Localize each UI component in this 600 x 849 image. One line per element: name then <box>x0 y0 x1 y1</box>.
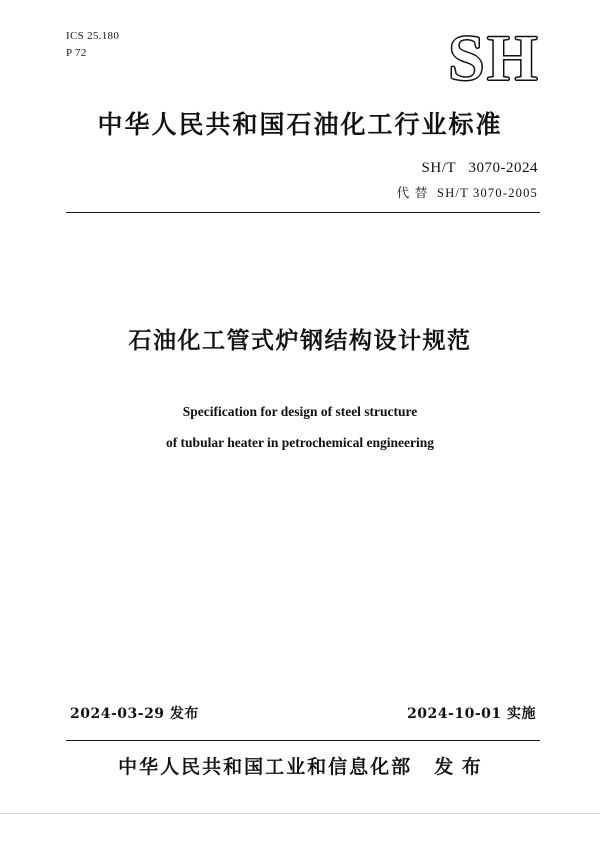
ics-number: ICS 25.180 <box>66 30 120 42</box>
document-title-chinese: 石油化工管式炉钢结构设计规范 <box>128 327 472 354</box>
publisher-name: 中华人民共和国工业和信息化部 <box>118 756 413 778</box>
ics-classification-block <box>66 28 119 62</box>
document-title-english <box>0 396 600 458</box>
effective-date: 2024-10-01 实施 <box>407 706 536 722</box>
english-title-line-1: Specification for design of steel structure <box>182 404 418 419</box>
divider-top <box>66 212 540 213</box>
series-title: 中华人民共和国石油化工行业标准 <box>97 110 503 139</box>
replaced-standard: 代 替 SH/T 3070-2005 <box>396 186 538 200</box>
page-bottom-edge <box>0 807 600 849</box>
standard-code: SH/T 3070-2024 <box>421 160 538 176</box>
classification-code: P 72 <box>66 47 87 59</box>
publish-label: 发 布 <box>434 756 482 778</box>
publisher-block <box>0 752 600 779</box>
divider-bottom <box>66 740 540 741</box>
issue-date: 2024-03-29 发布 <box>70 706 199 722</box>
standard-code-block <box>397 160 538 201</box>
sh-logo: SH <box>447 22 540 95</box>
english-title-line-2: of tubular heater in petrochemical engineering <box>165 435 435 450</box>
